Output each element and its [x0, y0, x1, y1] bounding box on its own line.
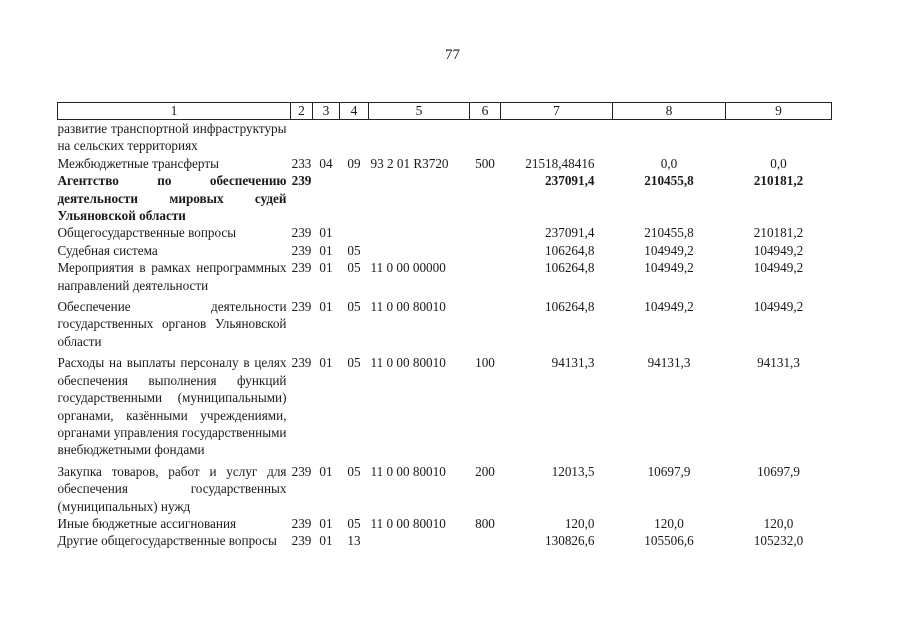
cell-code-3: 01	[319, 515, 333, 531]
cell-amount-9	[726, 120, 832, 155]
cell-amount-8: 94131,3	[647, 355, 691, 371]
table-row	[58, 224, 832, 241]
cell-code-5: 11 0 00 80010	[370, 463, 446, 479]
cell-code-5	[369, 172, 470, 224]
row-name: развитие транспортной инфраструктуры на сельских территориях	[57, 121, 287, 154]
column-header: 5	[369, 103, 470, 120]
cell-amount-8: 104949,2	[644, 299, 694, 315]
table-row	[58, 350, 832, 458]
table-header-row	[58, 103, 832, 120]
cell-code-3: 01	[319, 299, 333, 315]
cell-code-4: 09	[347, 155, 361, 171]
column-header: 4	[340, 103, 369, 120]
column-header: 7	[501, 103, 613, 120]
cell-code-3: 01	[319, 242, 333, 258]
budget-table	[57, 102, 832, 550]
cell-amount-8: 210455,8	[644, 225, 694, 241]
cell-code-6	[470, 224, 501, 241]
cell-code-4: 05	[347, 299, 361, 315]
table-row	[58, 120, 832, 155]
column-header: 1	[58, 103, 291, 120]
row-name: Другие общегосударственные вопросы	[57, 533, 277, 549]
cell-code-5: 93 2 01 R3720	[370, 155, 449, 171]
table-row	[58, 459, 832, 515]
cell-code-3: 01	[319, 463, 333, 479]
cell-amount-9: 104949,2	[753, 242, 804, 258]
row-name: Мероприятия в рамках непрограммных направлений деятельности	[57, 260, 287, 293]
page-number: 77	[445, 47, 460, 63]
row-name: Обеспечение деятельности государственных органов Ульяновской области	[57, 299, 287, 349]
cell-amount-7: 106264,8	[545, 242, 595, 258]
cell-amount-9: 10697,9	[757, 463, 800, 479]
cell-amount-7: 12013,5	[551, 463, 595, 479]
cell-code-6	[470, 120, 501, 155]
cell-code-2: 239	[291, 299, 312, 315]
cell-code-6: 800	[475, 515, 495, 531]
cell-code-6	[470, 294, 501, 350]
cell-amount-9: 210181,2	[753, 225, 804, 241]
cell-amount-7: 120,0	[564, 515, 595, 531]
cell-code-4: 05	[347, 355, 361, 371]
cell-code-4	[340, 120, 369, 155]
cell-amount-7: 237091,4	[545, 173, 595, 189]
cell-code-2: 239	[291, 173, 312, 189]
cell-code-2	[291, 120, 313, 155]
cell-amount-8: 120,0	[654, 515, 684, 531]
column-header: 9	[726, 103, 832, 120]
cell-code-4: 05	[347, 260, 361, 276]
cell-code-6: 500	[475, 155, 495, 171]
cell-code-5	[369, 224, 470, 241]
cell-code-2: 239	[291, 533, 312, 549]
cell-code-2: 239	[291, 242, 312, 258]
cell-code-6	[470, 259, 501, 294]
cell-code-6	[470, 532, 501, 549]
cell-code-6: 200	[475, 463, 495, 479]
cell-code-5	[369, 120, 470, 155]
cell-amount-8: 104949,2	[644, 260, 694, 276]
cell-code-2: 239	[291, 463, 312, 479]
cell-amount-8: 210455,8	[644, 173, 694, 189]
row-name: Общегосударственные вопросы	[57, 225, 237, 241]
cell-code-4	[340, 224, 369, 241]
table-row	[58, 259, 832, 294]
cell-code-4: 13	[347, 533, 361, 549]
cell-code-4: 05	[347, 515, 361, 531]
table-row	[58, 294, 832, 350]
cell-amount-7: 106264,8	[545, 260, 595, 276]
column-header: 8	[613, 103, 726, 120]
cell-code-5: 11 0 00 00000	[370, 260, 446, 276]
table-row	[58, 532, 832, 549]
cell-amount-9: 0,0	[770, 155, 787, 171]
cell-code-4: 05	[347, 463, 361, 479]
cell-amount-7: 130826,6	[545, 533, 595, 549]
row-name: Агентство по обеспечению деятельности мировых судей Ульяновской области	[57, 173, 287, 224]
cell-code-3: 04	[319, 155, 333, 171]
cell-code-5: 11 0 00 80010	[370, 299, 446, 315]
cell-amount-9: 94131,3	[757, 355, 800, 371]
cell-code-3: 01	[319, 533, 333, 549]
cell-code-6: 100	[475, 355, 495, 371]
cell-code-5: 11 0 00 80010	[370, 355, 446, 371]
cell-amount-7: 106264,8	[545, 299, 595, 315]
cell-amount-8: 105506,6	[644, 533, 694, 549]
cell-amount-8: 10697,9	[647, 463, 691, 479]
cell-amount-9: 104949,2	[753, 299, 804, 315]
cell-amount-9: 104949,2	[753, 260, 804, 276]
row-name: Закупка товаров, работ и услуг для обеспечения государственных (муниципальных) нужд	[57, 463, 287, 514]
cell-amount-9: 120,0	[763, 515, 794, 531]
cell-amount-8: 104949,2	[644, 242, 694, 258]
cell-amount-9: 105232,0	[753, 533, 804, 549]
cell-code-2: 239	[291, 515, 312, 531]
cell-code-6	[470, 242, 501, 259]
cell-code-5	[369, 242, 470, 259]
table-row	[58, 515, 832, 532]
cell-code-2: 233	[291, 155, 312, 171]
cell-code-3: 01	[319, 225, 333, 241]
cell-code-2: 239	[291, 355, 312, 371]
table-row	[58, 172, 832, 224]
column-header: 2	[291, 103, 313, 120]
cell-code-3: 01	[319, 355, 333, 371]
cell-amount-7: 94131,3	[551, 355, 595, 371]
cell-code-3	[313, 172, 340, 224]
cell-amount-7	[501, 120, 613, 155]
row-name: Иные бюджетные ассигнования	[57, 515, 237, 531]
row-name: Расходы на выплаты персоналу в целях обеспечения выполнения функций государственными (муниципальными) органами, казёнными учреждениями, органами управления государственными внебюджетными фондами	[57, 355, 287, 458]
cell-amount-7: 237091,4	[545, 225, 595, 241]
cell-amount-8: 0,0	[660, 155, 678, 171]
cell-code-5: 11 0 00 80010	[370, 515, 446, 531]
table-row	[58, 155, 832, 172]
cell-amount-8	[613, 120, 726, 155]
table-row	[58, 242, 832, 259]
column-header: 6	[470, 103, 501, 120]
cell-amount-7: 21518,48416	[525, 155, 595, 171]
cell-code-2: 239	[291, 225, 312, 241]
column-header: 3	[313, 103, 340, 120]
cell-code-4	[340, 172, 369, 224]
cell-code-5	[369, 532, 470, 549]
cell-code-3: 01	[319, 260, 333, 276]
cell-code-4: 05	[347, 242, 361, 258]
cell-code-3	[313, 120, 340, 155]
row-name: Межбюджетные трансферты	[57, 155, 219, 171]
row-name: Судебная система	[57, 242, 158, 258]
cell-code-6	[470, 172, 501, 224]
cell-code-2: 239	[291, 260, 312, 276]
cell-amount-9: 210181,2	[753, 173, 804, 189]
